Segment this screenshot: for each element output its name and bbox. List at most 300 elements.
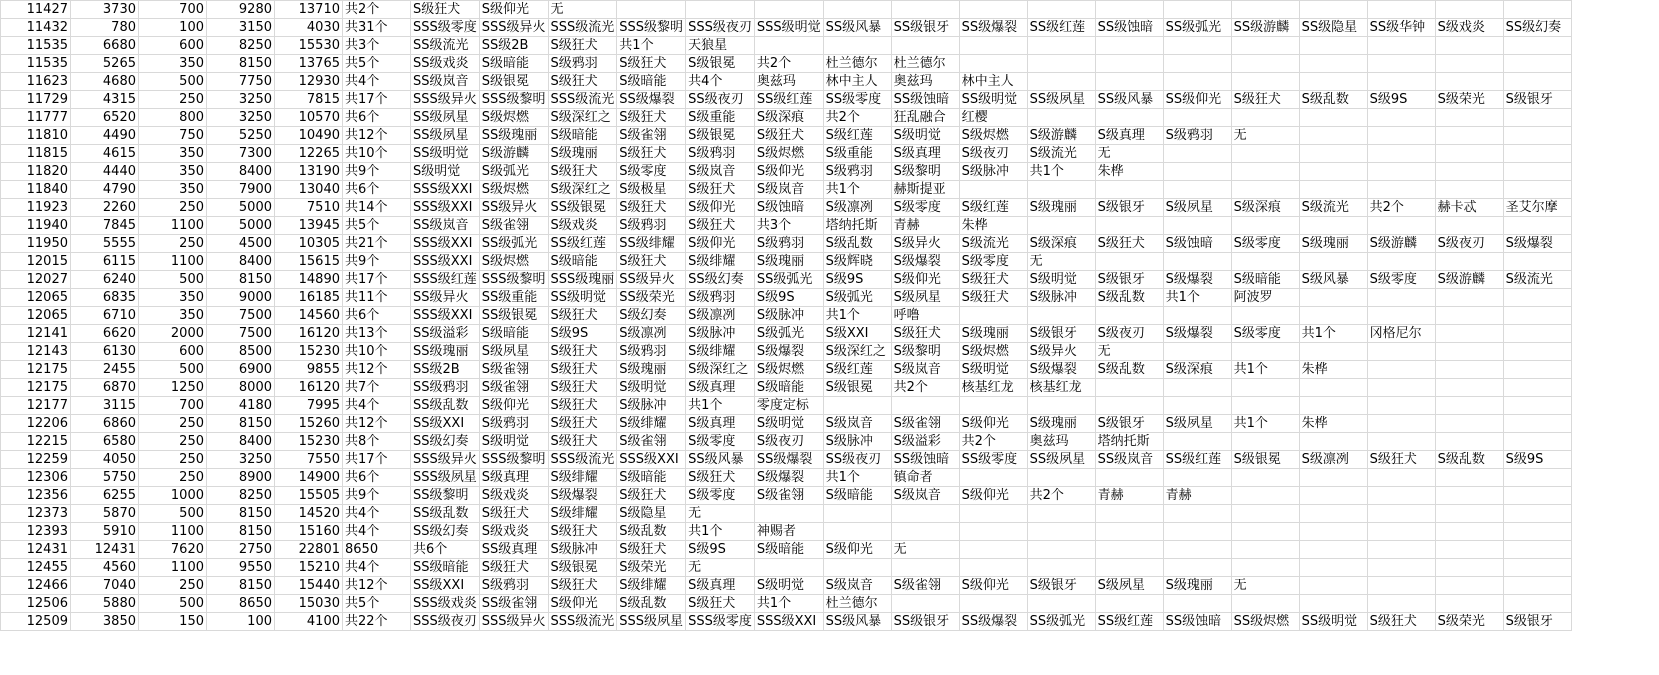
table-cell[interactable]: 250: [139, 91, 207, 109]
table-cell[interactable]: S级烬燃: [959, 127, 1027, 145]
table-cell[interactable]: S级仰光: [959, 415, 1027, 433]
table-cell[interactable]: [1231, 73, 1299, 91]
table-cell[interactable]: S级夜刃: [754, 433, 823, 451]
table-cell[interactable]: 4315: [71, 91, 139, 109]
table-cell[interactable]: [1231, 559, 1299, 577]
table-cell[interactable]: SSS级异火: [411, 91, 480, 109]
table-cell[interactable]: 12065: [1, 307, 71, 325]
table-cell[interactable]: 11535: [1, 37, 71, 55]
table-cell[interactable]: SS级明觉: [411, 145, 480, 163]
table-cell[interactable]: [1367, 73, 1435, 91]
table-cell[interactable]: [1435, 559, 1503, 577]
table-cell[interactable]: S级银牙: [1095, 271, 1163, 289]
table-cell[interactable]: SS级岚音: [411, 217, 480, 235]
table-cell[interactable]: [1231, 523, 1299, 541]
table-cell[interactable]: [1503, 253, 1571, 271]
table-cell[interactable]: [1163, 37, 1231, 55]
table-cell[interactable]: 共17个: [343, 271, 411, 289]
table-cell[interactable]: 共10个: [343, 145, 411, 163]
table-cell[interactable]: S级明觉: [411, 163, 480, 181]
table-cell[interactable]: SSS级流光: [548, 451, 617, 469]
table-cell[interactable]: [1299, 469, 1367, 487]
table-cell[interactable]: S级乱数: [617, 523, 686, 541]
table-cell[interactable]: [1435, 163, 1503, 181]
table-cell[interactable]: [959, 1, 1027, 19]
table-cell[interactable]: S级黎明: [891, 343, 959, 361]
table-cell[interactable]: 6870: [71, 379, 139, 397]
table-cell[interactable]: [1299, 487, 1367, 505]
table-cell[interactable]: [1027, 559, 1095, 577]
table-cell[interactable]: S级夙星: [479, 343, 548, 361]
table-cell[interactable]: [1095, 73, 1163, 91]
table-cell[interactable]: 共1个: [823, 307, 891, 325]
table-cell[interactable]: [1027, 73, 1095, 91]
table-cell[interactable]: S级狂犬: [548, 523, 617, 541]
table-cell[interactable]: S级狂犬: [411, 1, 480, 19]
table-cell[interactable]: 12455: [1, 559, 71, 577]
table-cell[interactable]: S级爆裂: [754, 343, 823, 361]
table-cell[interactable]: SSS级黎明: [617, 19, 686, 37]
table-cell[interactable]: [1299, 217, 1367, 235]
table-cell[interactable]: 奥兹玛: [1027, 433, 1095, 451]
table-cell[interactable]: S级暗能: [548, 127, 617, 145]
table-cell[interactable]: [1299, 163, 1367, 181]
table-cell[interactable]: S级暗能: [823, 487, 891, 505]
table-cell[interactable]: S级岚音: [686, 163, 755, 181]
table-cell[interactable]: 青赫: [1163, 487, 1231, 505]
table-cell[interactable]: SS级鸦羽: [411, 379, 480, 397]
table-cell[interactable]: 共1个: [1163, 289, 1231, 307]
table-cell[interactable]: SS级异火: [411, 289, 480, 307]
table-cell[interactable]: SSS级零度: [411, 19, 480, 37]
table-cell[interactable]: S级狂犬: [686, 469, 755, 487]
table-cell[interactable]: [1435, 415, 1503, 433]
table-cell[interactable]: S级游麟: [1367, 235, 1435, 253]
table-cell[interactable]: [1367, 577, 1435, 595]
table-cell[interactable]: 杜兰德尔: [823, 595, 891, 613]
table-cell[interactable]: SSS级流光: [548, 91, 617, 109]
table-cell[interactable]: S级鸦羽: [1163, 127, 1231, 145]
table-cell[interactable]: [1299, 55, 1367, 73]
table-cell[interactable]: S级银牙: [1095, 199, 1163, 217]
table-cell[interactable]: 8400: [207, 163, 275, 181]
table-cell[interactable]: [1503, 397, 1571, 415]
table-cell[interactable]: [823, 505, 891, 523]
table-cell[interactable]: S级瑰丽: [1163, 577, 1231, 595]
table-cell[interactable]: 250: [139, 415, 207, 433]
table-cell[interactable]: 共1个: [686, 523, 755, 541]
table-cell[interactable]: 15030: [275, 595, 343, 613]
table-cell[interactable]: S级9S: [548, 325, 617, 343]
table-cell[interactable]: [1163, 343, 1231, 361]
table-cell[interactable]: [1435, 217, 1503, 235]
table-cell[interactable]: SS级零度: [959, 451, 1027, 469]
table-cell[interactable]: [891, 595, 959, 613]
table-cell[interactable]: [754, 37, 823, 55]
table-cell[interactable]: S级狂犬: [1231, 91, 1299, 109]
table-cell[interactable]: S级银冕: [686, 127, 755, 145]
table-cell[interactable]: [823, 37, 891, 55]
table-cell[interactable]: [1435, 145, 1503, 163]
table-cell[interactable]: S级深红之: [548, 109, 617, 127]
table-cell[interactable]: 共4个: [343, 559, 411, 577]
table-cell[interactable]: S级仰光: [479, 397, 548, 415]
table-cell[interactable]: 4560: [71, 559, 139, 577]
table-cell[interactable]: 赫斯提亚: [891, 181, 959, 199]
table-cell[interactable]: [1503, 217, 1571, 235]
table-cell[interactable]: 250: [139, 577, 207, 595]
table-cell[interactable]: [1095, 181, 1163, 199]
table-cell[interactable]: S级鸦羽: [823, 163, 891, 181]
table-cell[interactable]: 8150: [207, 577, 275, 595]
table-cell[interactable]: [1367, 127, 1435, 145]
table-cell[interactable]: 奥兹玛: [891, 73, 959, 91]
table-cell[interactable]: [1299, 379, 1367, 397]
table-cell[interactable]: [891, 397, 959, 415]
table-cell[interactable]: [1503, 379, 1571, 397]
table-cell[interactable]: 青赫: [891, 217, 959, 235]
table-cell[interactable]: S级狂犬: [548, 343, 617, 361]
table-cell[interactable]: S级真理: [686, 379, 755, 397]
table-cell[interactable]: [1027, 217, 1095, 235]
table-cell[interactable]: 9000: [207, 289, 275, 307]
table-cell[interactable]: S级狂犬: [686, 181, 755, 199]
table-cell[interactable]: 8150: [207, 415, 275, 433]
table-cell[interactable]: [1503, 433, 1571, 451]
table-cell[interactable]: S级暗能: [479, 55, 548, 73]
table-cell[interactable]: 无: [686, 505, 755, 523]
table-cell[interactable]: [959, 307, 1027, 325]
table-cell[interactable]: [1163, 541, 1231, 559]
table-cell[interactable]: 2000: [139, 325, 207, 343]
table-cell[interactable]: 共9个: [343, 253, 411, 271]
table-cell[interactable]: 无: [686, 559, 755, 577]
table-cell[interactable]: S级夙星: [1163, 199, 1231, 217]
table-cell[interactable]: 750: [139, 127, 207, 145]
table-cell[interactable]: [1299, 505, 1367, 523]
table-cell[interactable]: S级夙星: [1163, 415, 1231, 433]
table-cell[interactable]: [1027, 523, 1095, 541]
table-cell[interactable]: S级烬燃: [479, 109, 548, 127]
table-cell[interactable]: S级9S: [1367, 91, 1435, 109]
table-cell[interactable]: 共21个: [343, 235, 411, 253]
table-cell[interactable]: 圣艾尔摩: [1503, 199, 1571, 217]
table-cell[interactable]: 7900: [207, 181, 275, 199]
table-cell[interactable]: S级瑰丽: [548, 145, 617, 163]
table-cell[interactable]: SSS级红莲: [411, 271, 480, 289]
table-cell[interactable]: S级狂犬: [617, 145, 686, 163]
table-cell[interactable]: [1503, 523, 1571, 541]
table-cell[interactable]: 5750: [71, 469, 139, 487]
table-cell[interactable]: 8250: [207, 487, 275, 505]
table-cell[interactable]: [1163, 595, 1231, 613]
table-cell[interactable]: [1095, 505, 1163, 523]
table-cell[interactable]: [1095, 307, 1163, 325]
table-cell[interactable]: S级狂犬: [617, 487, 686, 505]
table-cell[interactable]: [1435, 73, 1503, 91]
table-cell[interactable]: 冈格尼尔: [1367, 325, 1435, 343]
table-cell[interactable]: 350: [139, 289, 207, 307]
table-cell[interactable]: 6620: [71, 325, 139, 343]
table-cell[interactable]: 共14个: [343, 199, 411, 217]
table-cell[interactable]: S级游麟: [1435, 271, 1503, 289]
table-cell[interactable]: S级荣光: [1435, 613, 1503, 631]
table-cell[interactable]: S级脉冲: [617, 397, 686, 415]
table-cell[interactable]: 无: [548, 1, 617, 19]
table-cell[interactable]: 13765: [275, 55, 343, 73]
table-cell[interactable]: 林中主人: [823, 73, 891, 91]
table-cell[interactable]: [1163, 73, 1231, 91]
table-cell[interactable]: S级银冕: [479, 73, 548, 91]
table-cell[interactable]: SSS级黎明: [479, 91, 548, 109]
table-cell[interactable]: 500: [139, 595, 207, 613]
table-cell[interactable]: 4790: [71, 181, 139, 199]
table-cell[interactable]: 1100: [139, 253, 207, 271]
table-cell[interactable]: S级鸦羽: [479, 577, 548, 595]
table-cell[interactable]: S级狂犬: [479, 559, 548, 577]
table-cell[interactable]: 10570: [275, 109, 343, 127]
table-cell[interactable]: S级明觉: [959, 361, 1027, 379]
table-cell[interactable]: S级真理: [1095, 127, 1163, 145]
table-cell[interactable]: 共17个: [343, 451, 411, 469]
table-cell[interactable]: SS级游麟: [1231, 19, 1299, 37]
table-cell[interactable]: S级戏炎: [479, 523, 548, 541]
table-cell[interactable]: 11815: [1, 145, 71, 163]
table-cell[interactable]: SSS级黎明: [479, 451, 548, 469]
table-cell[interactable]: SS级幻奏: [411, 523, 480, 541]
table-cell[interactable]: 12015: [1, 253, 71, 271]
table-cell[interactable]: SS级幻奏: [411, 433, 480, 451]
table-cell[interactable]: SS级乱数: [411, 397, 480, 415]
table-cell[interactable]: 6710: [71, 307, 139, 325]
table-cell[interactable]: S级零度: [891, 199, 959, 217]
table-cell[interactable]: [1095, 55, 1163, 73]
table-cell[interactable]: [1503, 55, 1571, 73]
table-cell[interactable]: S级狂犬: [617, 253, 686, 271]
table-cell[interactable]: 阿波罗: [1231, 289, 1299, 307]
table-cell[interactable]: [1163, 55, 1231, 73]
table-cell[interactable]: [1027, 181, 1095, 199]
table-cell[interactable]: [891, 559, 959, 577]
table-cell[interactable]: 4440: [71, 163, 139, 181]
table-cell[interactable]: 共5个: [343, 595, 411, 613]
table-cell[interactable]: [1231, 397, 1299, 415]
table-cell[interactable]: S级深红之: [686, 361, 755, 379]
table-cell[interactable]: 1100: [139, 217, 207, 235]
table-cell[interactable]: SSS级XXI: [411, 253, 480, 271]
table-cell[interactable]: [1095, 253, 1163, 271]
table-cell[interactable]: [1231, 343, 1299, 361]
table-cell[interactable]: S级夙星: [891, 289, 959, 307]
table-cell[interactable]: SS级XXI: [411, 415, 480, 433]
table-cell[interactable]: 1000: [139, 487, 207, 505]
table-cell[interactable]: [1299, 289, 1367, 307]
table-cell[interactable]: [1299, 145, 1367, 163]
table-cell[interactable]: [1503, 145, 1571, 163]
table-cell[interactable]: [1231, 217, 1299, 235]
table-cell[interactable]: 无: [1095, 145, 1163, 163]
table-cell[interactable]: S级暗能: [754, 541, 823, 559]
table-cell[interactable]: 朱桦: [1299, 415, 1367, 433]
table-cell[interactable]: SSS级夜刃: [411, 613, 480, 631]
table-cell[interactable]: [1095, 469, 1163, 487]
table-cell[interactable]: 12306: [1, 469, 71, 487]
table-cell[interactable]: S级银冕: [548, 559, 617, 577]
table-cell[interactable]: 8400: [207, 253, 275, 271]
table-cell[interactable]: [1163, 145, 1231, 163]
table-cell[interactable]: 350: [139, 307, 207, 325]
table-cell[interactable]: S级狂犬: [754, 127, 823, 145]
table-cell[interactable]: 3730: [71, 1, 139, 19]
table-cell[interactable]: SS级夙星: [411, 127, 480, 145]
table-cell[interactable]: 22801: [275, 541, 343, 559]
table-cell[interactable]: 共4个: [686, 73, 755, 91]
table-cell[interactable]: S级风暴: [1299, 271, 1367, 289]
table-cell[interactable]: SS级2B: [479, 37, 548, 55]
table-cell[interactable]: [1503, 595, 1571, 613]
table-cell[interactable]: S级9S: [754, 289, 823, 307]
table-cell[interactable]: [1435, 541, 1503, 559]
table-cell[interactable]: 8150: [207, 55, 275, 73]
table-cell[interactable]: SS级真理: [479, 541, 548, 559]
table-cell[interactable]: 5265: [71, 55, 139, 73]
table-cell[interactable]: 3850: [71, 613, 139, 631]
table-cell[interactable]: 6580: [71, 433, 139, 451]
table-cell[interactable]: S级流光: [959, 235, 1027, 253]
table-cell[interactable]: SS级明觉: [959, 91, 1027, 109]
table-cell[interactable]: 500: [139, 73, 207, 91]
table-cell[interactable]: [1367, 559, 1435, 577]
table-cell[interactable]: 7510: [275, 199, 343, 217]
table-cell[interactable]: S级明觉: [754, 415, 823, 433]
table-cell[interactable]: SS级红莲: [548, 235, 617, 253]
table-cell[interactable]: SS级红莲: [1163, 451, 1231, 469]
table-cell[interactable]: 600: [139, 37, 207, 55]
table-cell[interactable]: S级隐星: [617, 505, 686, 523]
table-cell[interactable]: SSS级夜刃: [686, 19, 755, 37]
table-cell[interactable]: S级狂犬: [617, 55, 686, 73]
table-cell[interactable]: SS级风暴: [823, 613, 891, 631]
table-cell[interactable]: S级狂犬: [548, 361, 617, 379]
table-cell[interactable]: 6240: [71, 271, 139, 289]
table-cell[interactable]: S级戏炎: [1435, 19, 1503, 37]
table-cell[interactable]: SS级蚀暗: [1163, 613, 1231, 631]
table-cell[interactable]: S级真理: [891, 145, 959, 163]
table-cell[interactable]: S级明觉: [479, 433, 548, 451]
table-cell[interactable]: 7300: [207, 145, 275, 163]
table-cell[interactable]: [1231, 1, 1299, 19]
table-cell[interactable]: 狂乱融合: [891, 109, 959, 127]
table-cell[interactable]: 9855: [275, 361, 343, 379]
table-cell[interactable]: [1299, 1, 1367, 19]
table-cell[interactable]: SSS级流光: [548, 19, 617, 37]
table-cell[interactable]: 7995: [275, 397, 343, 415]
table-cell[interactable]: S级烬燃: [479, 181, 548, 199]
table-cell[interactable]: S级深痕: [1163, 361, 1231, 379]
table-cell[interactable]: [1027, 109, 1095, 127]
table-cell[interactable]: [1299, 523, 1367, 541]
table-cell[interactable]: S级狂犬: [548, 37, 617, 55]
table-cell[interactable]: [1435, 127, 1503, 145]
table-cell[interactable]: 16120: [275, 325, 343, 343]
table-cell[interactable]: S级真理: [479, 469, 548, 487]
table-cell[interactable]: 500: [139, 361, 207, 379]
table-cell[interactable]: 13710: [275, 1, 343, 19]
table-cell[interactable]: SS级弧光: [1027, 613, 1095, 631]
table-cell[interactable]: [1503, 487, 1571, 505]
table-cell[interactable]: S级瑰丽: [617, 361, 686, 379]
table-cell[interactable]: 15440: [275, 577, 343, 595]
table-cell[interactable]: S级鸦羽: [548, 55, 617, 73]
table-cell[interactable]: S级仰光: [479, 1, 548, 19]
table-cell[interactable]: 11729: [1, 91, 71, 109]
table-cell[interactable]: S级爆裂: [1027, 361, 1095, 379]
table-cell[interactable]: S级夜刃: [959, 145, 1027, 163]
table-cell[interactable]: S级狂犬: [548, 397, 617, 415]
table-cell[interactable]: 500: [139, 271, 207, 289]
table-cell[interactable]: SS级戏炎: [411, 55, 480, 73]
table-cell[interactable]: S级脉冲: [754, 307, 823, 325]
table-cell[interactable]: 8250: [207, 37, 275, 55]
table-cell[interactable]: S级银冕: [1231, 451, 1299, 469]
table-cell[interactable]: S级深痕: [1231, 199, 1299, 217]
table-cell[interactable]: S级岚音: [823, 577, 891, 595]
table-cell[interactable]: 共8个: [343, 433, 411, 451]
table-cell[interactable]: 共1个: [823, 181, 891, 199]
table-cell[interactable]: [1367, 523, 1435, 541]
table-cell[interactable]: [1367, 1, 1435, 19]
table-cell[interactable]: 共1个: [1299, 325, 1367, 343]
table-cell[interactable]: [959, 505, 1027, 523]
table-cell[interactable]: 共6个: [343, 469, 411, 487]
table-cell[interactable]: 7500: [207, 325, 275, 343]
table-cell[interactable]: [959, 523, 1027, 541]
table-cell[interactable]: 5000: [207, 199, 275, 217]
table-cell[interactable]: SS级夙星: [411, 109, 480, 127]
table-cell[interactable]: S级凛冽: [1299, 451, 1367, 469]
table-cell[interactable]: 14560: [275, 307, 343, 325]
table-cell[interactable]: [1231, 487, 1299, 505]
table-cell[interactable]: 12215: [1, 433, 71, 451]
table-cell[interactable]: 15530: [275, 37, 343, 55]
table-cell[interactable]: 12506: [1, 595, 71, 613]
table-cell[interactable]: 11427: [1, 1, 71, 19]
table-cell[interactable]: [1163, 181, 1231, 199]
table-cell[interactable]: S级仰光: [686, 235, 755, 253]
table-cell[interactable]: [1231, 109, 1299, 127]
table-cell[interactable]: S级深痕: [1027, 235, 1095, 253]
table-cell[interactable]: SSS级异火: [479, 613, 548, 631]
table-cell[interactable]: [1503, 127, 1571, 145]
table-cell[interactable]: [1231, 379, 1299, 397]
table-cell[interactable]: S级脉冲: [686, 325, 755, 343]
table-cell[interactable]: S级银牙: [1503, 91, 1571, 109]
table-cell[interactable]: 4490: [71, 127, 139, 145]
table-cell[interactable]: S级雀翎: [479, 361, 548, 379]
table-cell[interactable]: [959, 37, 1027, 55]
table-cell[interactable]: SS级黎明: [411, 487, 480, 505]
table-cell[interactable]: SS级暗能: [411, 559, 480, 577]
table-cell[interactable]: S级仰光: [959, 577, 1027, 595]
table-cell[interactable]: SS级蚀暗: [891, 91, 959, 109]
table-cell[interactable]: [1435, 487, 1503, 505]
table-cell[interactable]: [1435, 307, 1503, 325]
table-cell[interactable]: 1100: [139, 559, 207, 577]
table-cell[interactable]: 4050: [71, 451, 139, 469]
table-cell[interactable]: SS级夙星: [1027, 91, 1095, 109]
table-cell[interactable]: 11820: [1, 163, 71, 181]
table-cell[interactable]: 12175: [1, 379, 71, 397]
